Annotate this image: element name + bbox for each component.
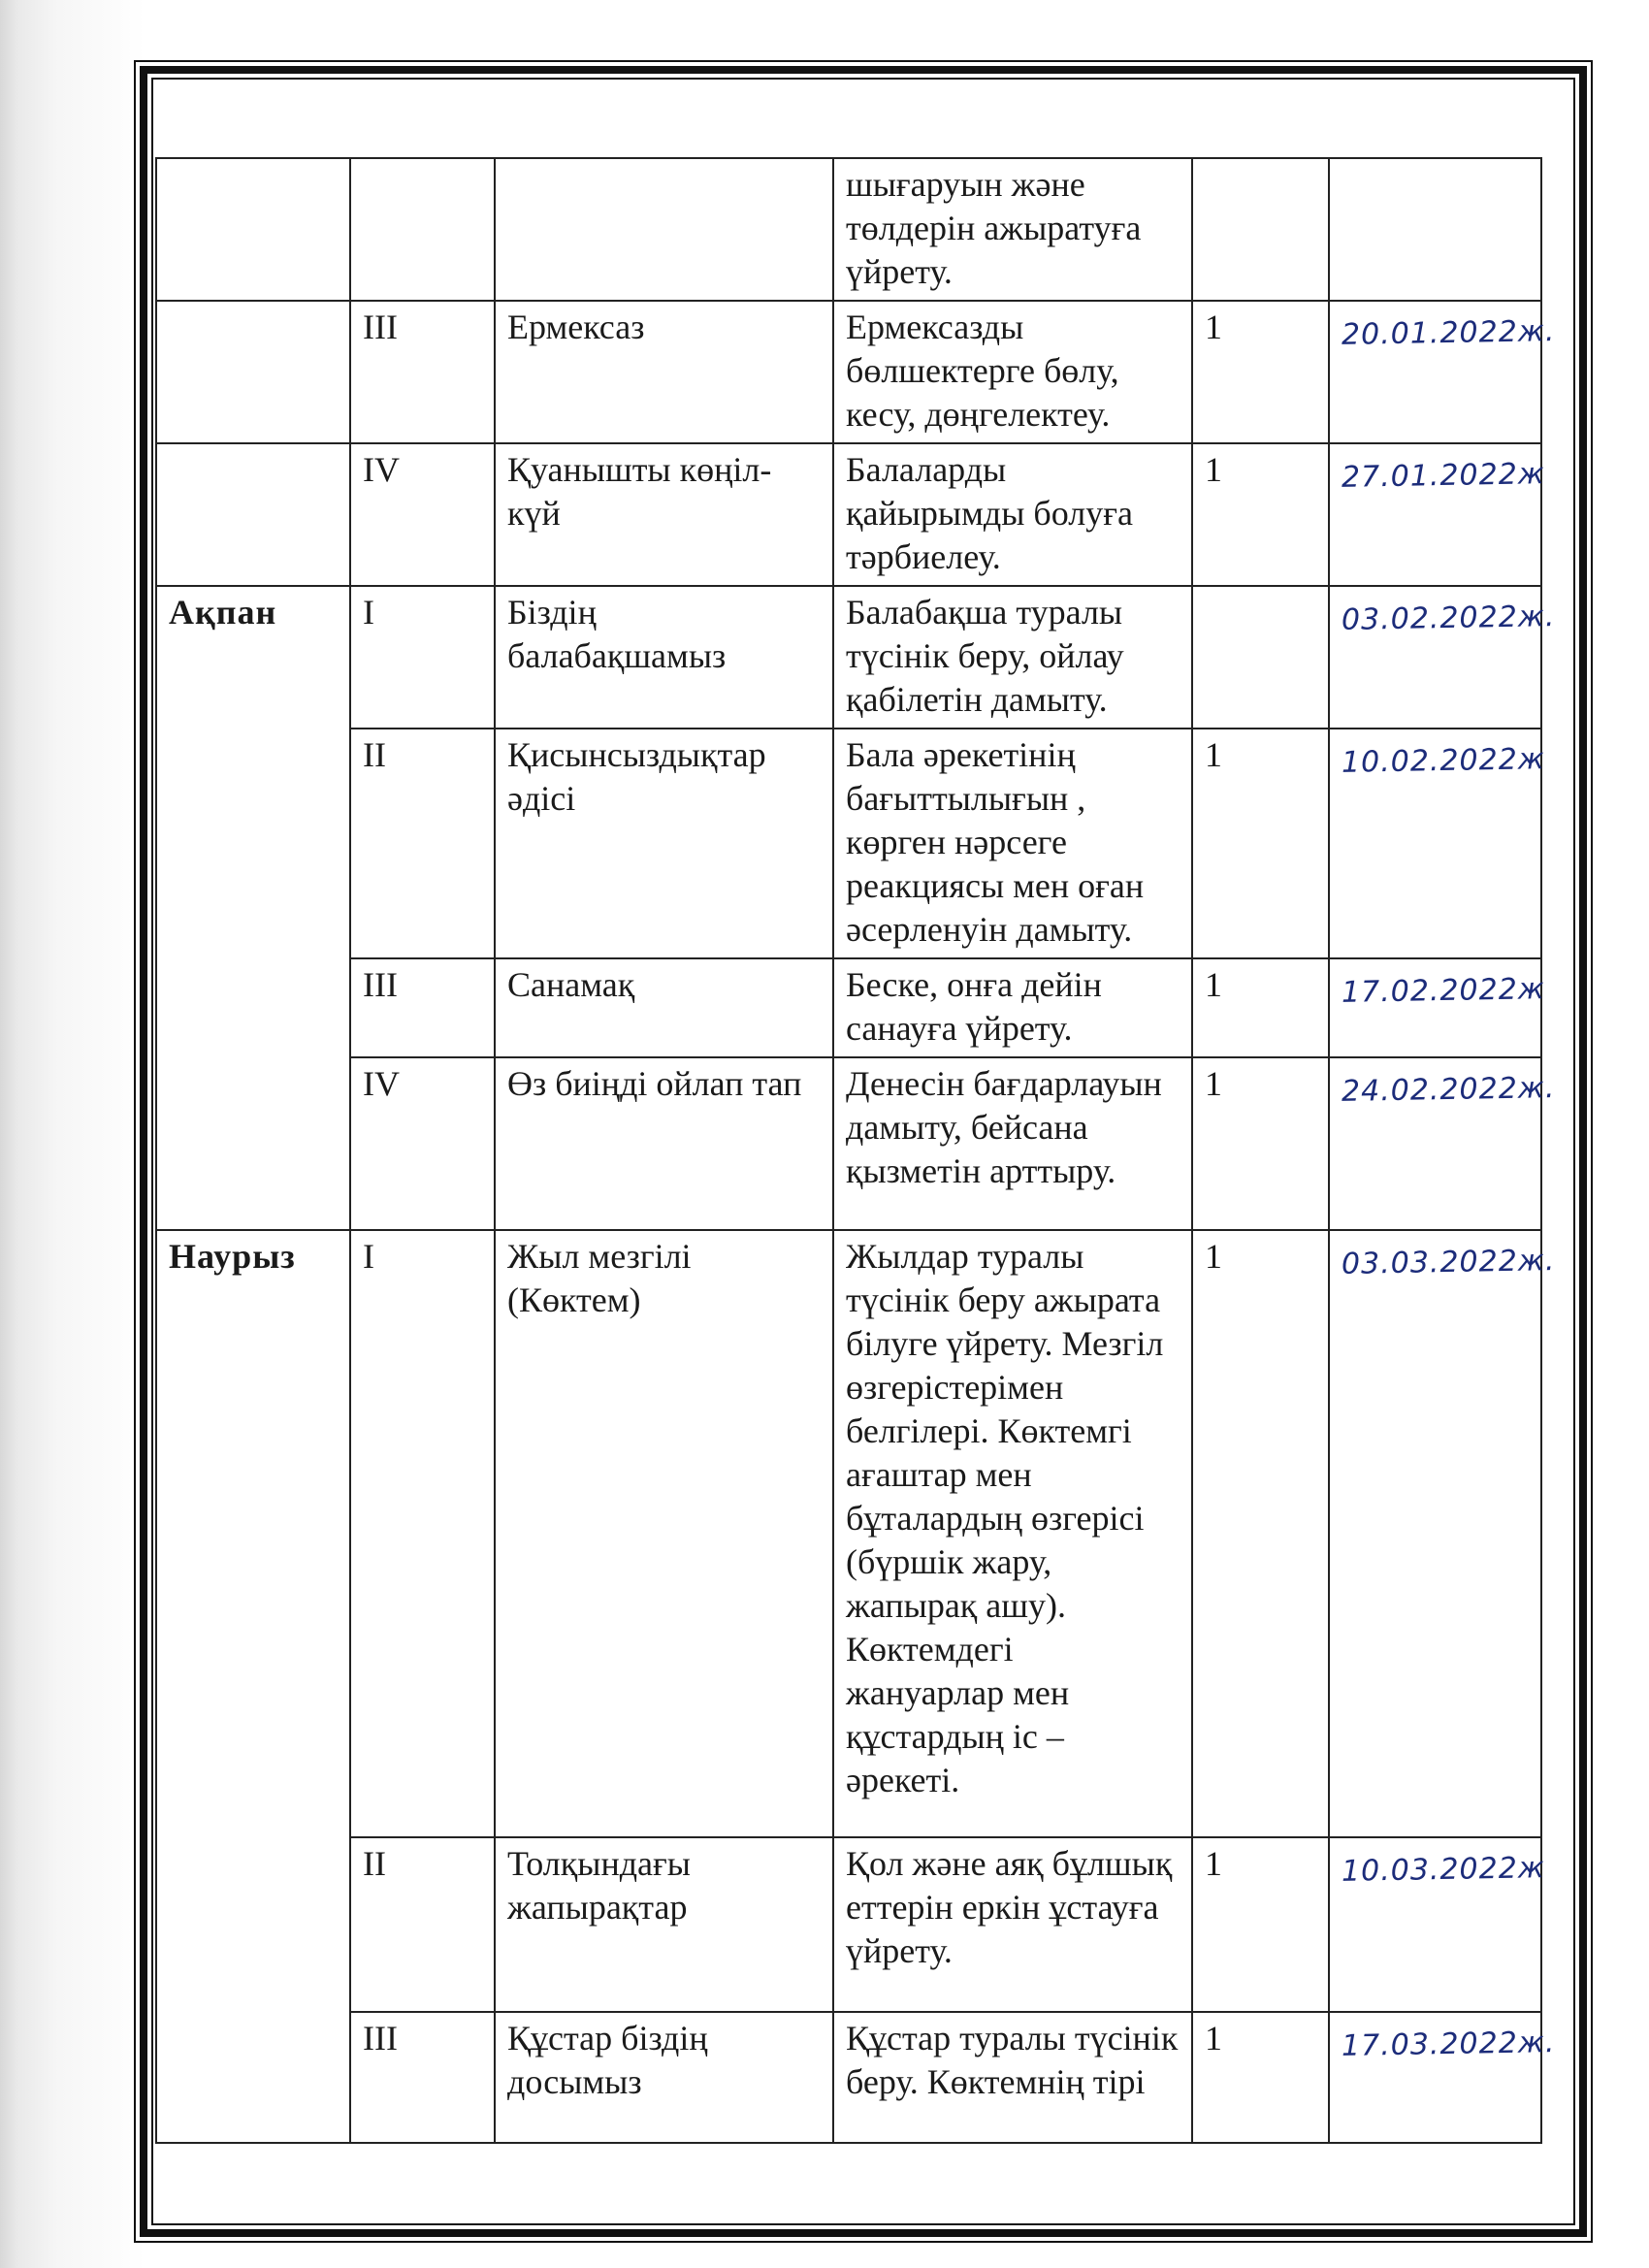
month-cell <box>156 158 350 301</box>
month-cell <box>156 443 350 586</box>
handwritten-date: 10.03.2022ж <box>1341 1851 1546 1889</box>
week-cell: I <box>350 1230 495 1837</box>
date-cell <box>1329 301 1556 443</box>
topic-cell: Санамақ <box>495 958 833 1057</box>
hours-cell: 1 <box>1192 301 1329 443</box>
week-cell: III <box>350 958 495 1057</box>
goal-cell: Бала әрекетінің бағыттылығын , көрген нәрсеге реакциясы мен оған әсерленуін дамыту. <box>833 729 1192 958</box>
goal-cell: Балабақша туралы түсінік беру, ойлау қабілетін дамыту. <box>833 586 1192 729</box>
table-row <box>156 1057 1541 1230</box>
table-row <box>156 958 1541 1057</box>
hours-cell: 1 <box>1192 443 1329 586</box>
topic-cell: Жыл мезгілі (Көктем) <box>495 1230 833 1837</box>
goal-cell: Балаларды қайырымды болуға тәрбиелеу. <box>833 443 1192 586</box>
hours-cell <box>1192 586 1329 729</box>
hours-cell: 1 <box>1192 1230 1329 1837</box>
date-cell <box>1329 1057 1556 1230</box>
date-cell <box>1329 1230 1556 1837</box>
hours-cell: 1 <box>1192 2012 1329 2143</box>
goal-cell: шығаруын және төлдерін ажыратуға үйрету. <box>833 158 1192 301</box>
handwritten-date: 27.01.2022ж <box>1341 457 1546 495</box>
topic-cell: Қисынсыздықтар әдісі <box>495 729 833 958</box>
scan-shadow <box>0 0 146 2268</box>
lesson-plan-table <box>155 157 1556 2144</box>
goal-cell: Денесін бағдарлауын дамыту, бейсана қызметін арттыру. <box>833 1057 1192 1230</box>
topic-cell: Толқындағы жапырақтар <box>495 1837 833 2012</box>
date-cell <box>1329 2012 1556 2143</box>
table-row <box>156 586 1541 729</box>
date-cell <box>1329 158 1541 301</box>
goal-cell: Беске, онға дейін санауға үйрету. <box>833 958 1192 1057</box>
goal-cell: Құстар туралы түсінік беру. Көктемнің тірі <box>833 2012 1192 2143</box>
week-cell: I <box>350 586 495 729</box>
handwritten-date: 20.01.2022ж. <box>1341 314 1556 352</box>
goal-cell: Жылдар туралы түсінік беру ажырата білуге үйрету. Мезгіл өзгерістерімен белгілері. Көктемгі ағаштар мен бұталардың өзгерісі (бүршік жару, жапырақ ашу). Көктемдегі жануарлар мен құстардың іс – әрекеті. <box>833 1230 1192 1837</box>
table-row <box>156 1837 1541 2012</box>
topic-cell: Біздің балабақшамыз <box>495 586 833 729</box>
handwritten-date: 03.03.2022ж. <box>1341 1244 1556 1281</box>
topic-cell: Қуанышты көңіл-күй <box>495 443 833 586</box>
hours-cell <box>1192 158 1329 301</box>
hours-cell: 1 <box>1192 1057 1329 1230</box>
topic-cell: Ермексаз <box>495 301 833 443</box>
month-cell: Наурыз <box>156 1230 350 2143</box>
week-cell: III <box>350 301 495 443</box>
date-cell <box>1329 958 1546 1057</box>
hours-cell: 1 <box>1192 958 1329 1057</box>
month-cell <box>156 301 350 443</box>
topic-cell <box>495 158 833 301</box>
table-row <box>156 301 1541 443</box>
date-cell <box>1329 729 1546 958</box>
table-row <box>156 443 1541 586</box>
date-cell <box>1329 443 1546 586</box>
table-row <box>156 2012 1541 2143</box>
date-cell <box>1329 1837 1546 2012</box>
goal-cell: Қол және аяқ бұлшық еттерін еркін ұстауға үйрету. <box>833 1837 1192 2012</box>
goal-cell: Ермексазды бөлшектерге бөлу, кесу, дөңгелектеу. <box>833 301 1192 443</box>
week-cell: II <box>350 1837 495 2012</box>
handwritten-date: 17.02.2022ж <box>1341 972 1546 1010</box>
week-cell: IV <box>350 443 495 586</box>
week-cell: IV <box>350 1057 495 1230</box>
hours-cell: 1 <box>1192 1837 1329 2012</box>
topic-cell: Өз биіңді ойлап тап <box>495 1057 833 1230</box>
table-row <box>156 1230 1541 1837</box>
week-cell: III <box>350 2012 495 2143</box>
table-row <box>156 729 1541 958</box>
month-cell: Ақпан <box>156 586 350 1230</box>
handwritten-date: 10.02.2022ж <box>1341 742 1546 780</box>
table-row <box>156 158 1541 301</box>
topic-cell: Құстар біздің досымыз <box>495 2012 833 2143</box>
handwritten-date: 24.02.2022ж. <box>1341 1071 1556 1109</box>
handwritten-date: 03.02.2022ж. <box>1341 599 1556 637</box>
handwritten-date: 17.03.2022ж. <box>1341 2025 1556 2063</box>
week-cell <box>350 158 495 301</box>
date-cell <box>1329 586 1556 729</box>
week-cell: II <box>350 729 495 958</box>
hours-cell: 1 <box>1192 729 1329 958</box>
